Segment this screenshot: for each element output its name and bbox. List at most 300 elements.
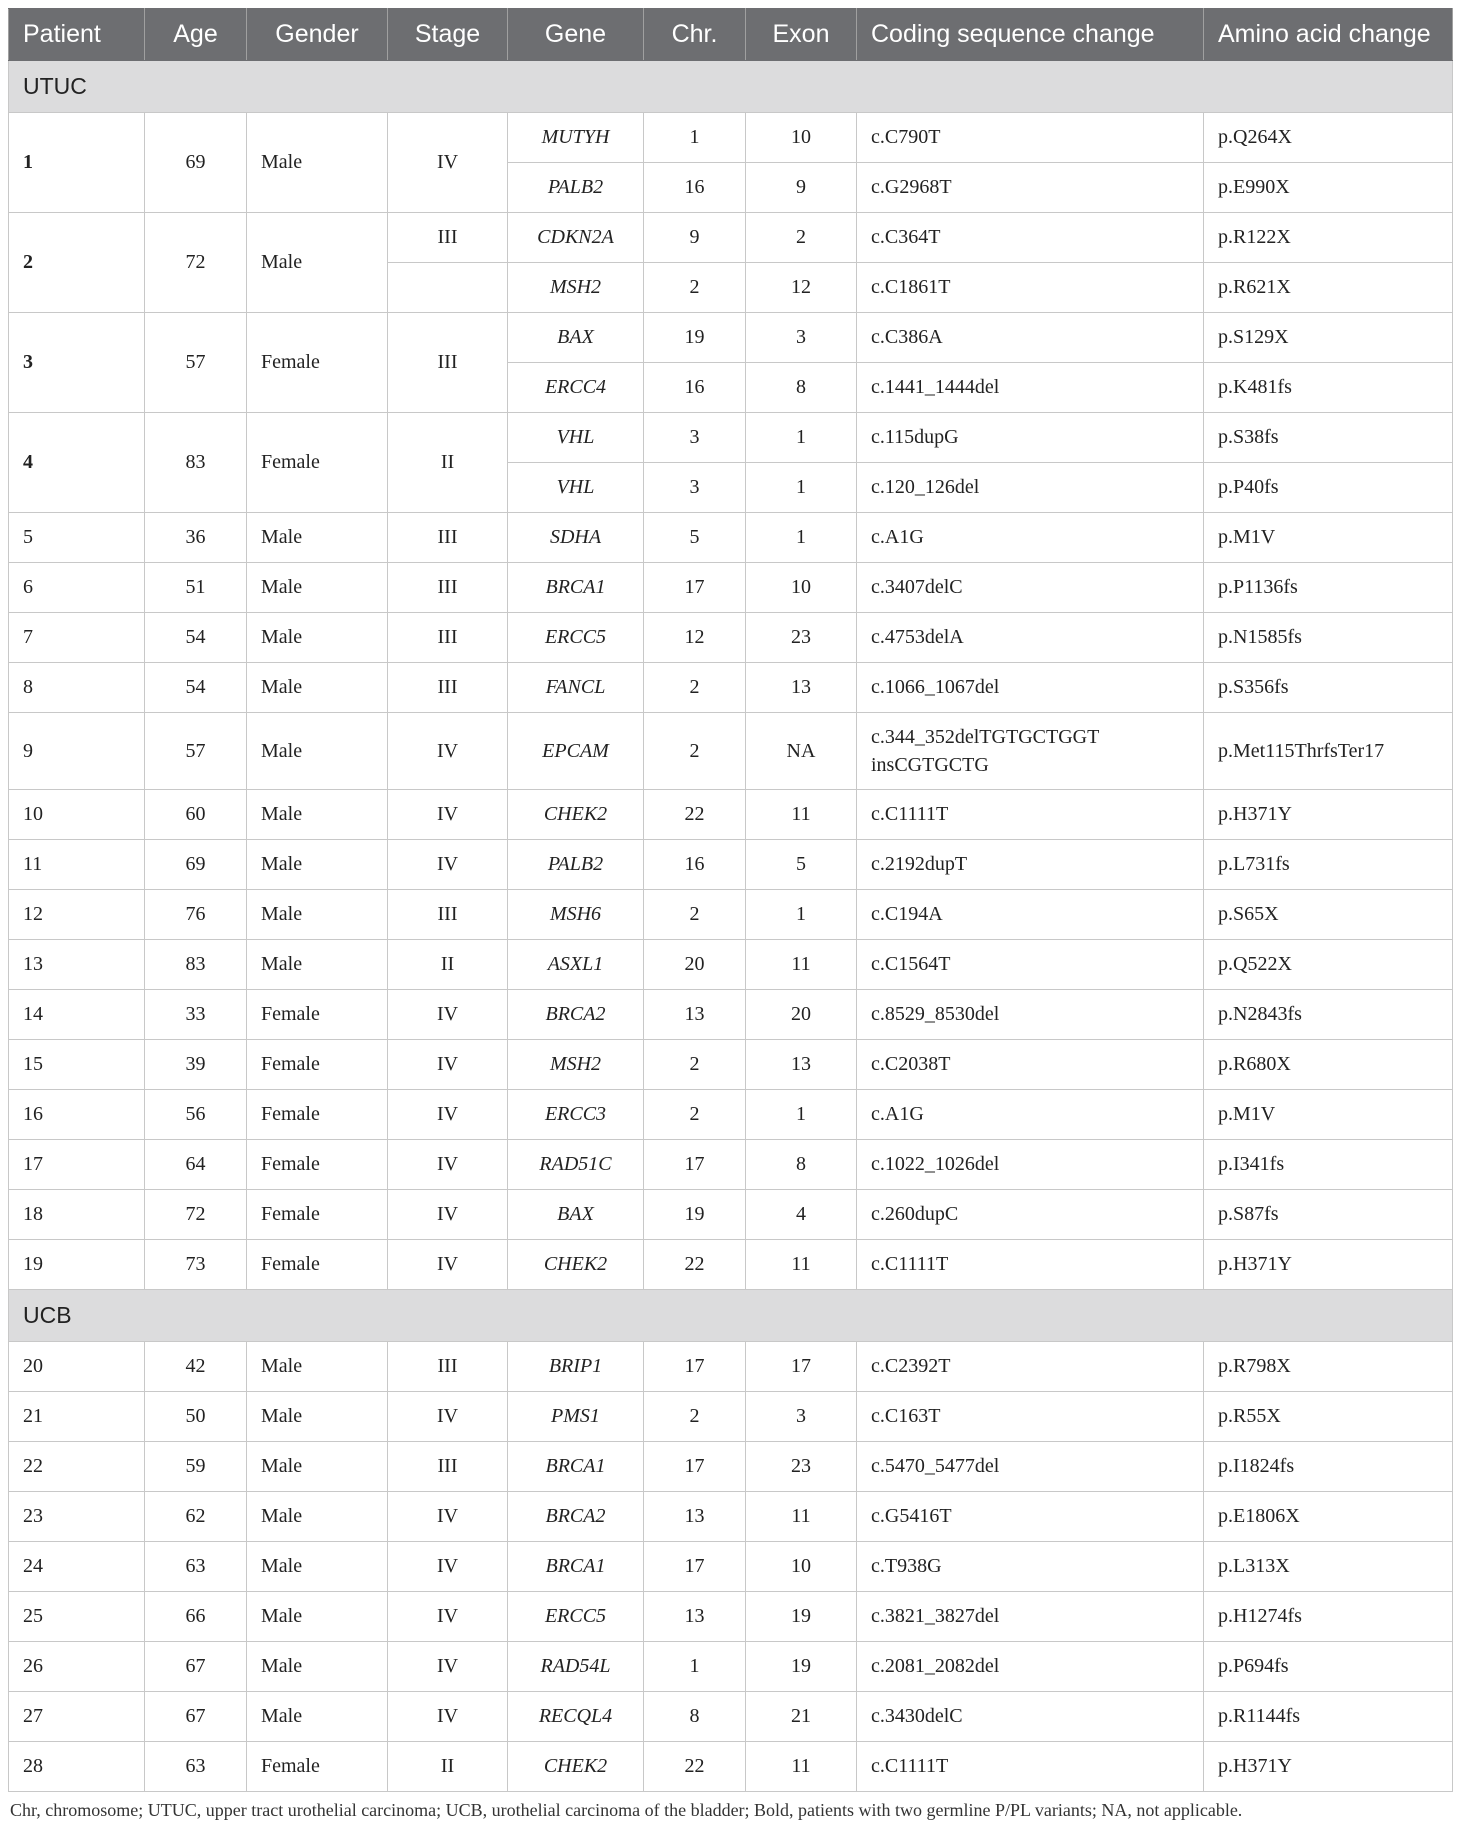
table-row [9, 1742, 1453, 1792]
patient-cell: 17 [9, 1140, 145, 1190]
amino-change-cell: p.E990X [1204, 163, 1453, 213]
stage-cell: IV [388, 1040, 508, 1090]
gender-cell: Male [247, 1542, 388, 1592]
gender-cell: Female [247, 990, 388, 1040]
coding-change-cell: c.120_126del [857, 463, 1204, 513]
gene-cell: ERCC4 [508, 363, 644, 413]
stage-cell: IV [388, 1090, 508, 1140]
age-cell: 66 [145, 1592, 247, 1642]
patient-cell: 10 [9, 790, 145, 840]
age-cell: 54 [145, 613, 247, 663]
stage-cell: IV [388, 990, 508, 1040]
exon-cell: 11 [746, 790, 857, 840]
table-row [9, 990, 1453, 1040]
stage-cell: III [388, 1342, 508, 1392]
age-cell: 67 [145, 1692, 247, 1742]
exon-cell: 17 [746, 1342, 857, 1392]
age-cell: 54 [145, 663, 247, 713]
patient-cell: 26 [9, 1642, 145, 1692]
chr-cell: 2 [644, 663, 746, 713]
patient-cell: 25 [9, 1592, 145, 1642]
chr-cell: 3 [644, 463, 746, 513]
age-cell: 33 [145, 990, 247, 1040]
gene-cell: MUTYH [508, 113, 644, 163]
exon-cell: NA [746, 713, 857, 790]
amino-change-cell: p.I1824fs [1204, 1442, 1453, 1492]
patient-cell: 3 [9, 313, 145, 413]
gene-cell: MSH2 [508, 1040, 644, 1090]
header-coding-change: Coding sequence change [857, 9, 1204, 61]
chr-cell: 1 [644, 1642, 746, 1692]
patient-cell: 11 [9, 840, 145, 890]
amino-change-cell: p.S129X [1204, 313, 1453, 363]
group-label: UCB [9, 1290, 1453, 1342]
age-cell: 63 [145, 1542, 247, 1592]
chr-cell: 2 [644, 713, 746, 790]
coding-change-cell: c.C790T [857, 113, 1204, 163]
patient-cell: 2 [9, 213, 145, 313]
gender-cell: Male [247, 1642, 388, 1692]
chr-cell: 17 [644, 1140, 746, 1190]
patient-cell: 27 [9, 1692, 145, 1742]
age-cell: 64 [145, 1140, 247, 1190]
table-row [9, 713, 1453, 790]
gender-cell: Male [247, 1392, 388, 1442]
coding-change-cell: c.C386A [857, 313, 1204, 363]
exon-cell: 23 [746, 1442, 857, 1492]
chr-cell: 2 [644, 1392, 746, 1442]
chr-cell: 19 [644, 1190, 746, 1240]
stage-cell: III [388, 890, 508, 940]
header-patient: Patient [9, 9, 145, 61]
patient-cell: 24 [9, 1542, 145, 1592]
amino-change-cell: p.R122X [1204, 213, 1453, 263]
table-row [9, 513, 1453, 563]
header-amino-change: Amino acid change [1204, 9, 1453, 61]
exon-cell: 20 [746, 990, 857, 1040]
coding-change-cell: c.C1111T [857, 790, 1204, 840]
patient-cell: 5 [9, 513, 145, 563]
table-row [9, 613, 1453, 663]
gender-cell: Male [247, 513, 388, 563]
stage-cell: III [388, 613, 508, 663]
age-cell: 69 [145, 113, 247, 213]
table-row [9, 313, 1453, 363]
exon-cell: 13 [746, 663, 857, 713]
amino-change-cell: p.Q522X [1204, 940, 1453, 990]
gender-cell: Male [247, 1442, 388, 1492]
gene-cell: CHEK2 [508, 1240, 644, 1290]
gene-cell: RAD51C [508, 1140, 644, 1190]
chr-cell: 22 [644, 790, 746, 840]
gene-cell: ASXL1 [508, 940, 644, 990]
patient-cell: 6 [9, 563, 145, 613]
gene-cell: EPCAM [508, 713, 644, 790]
chr-cell: 2 [644, 890, 746, 940]
coding-change-cell: c.1066_1067del [857, 663, 1204, 713]
patient-cell: 19 [9, 1240, 145, 1290]
patient-cell: 8 [9, 663, 145, 713]
table-body [9, 61, 1453, 1792]
amino-change-cell: p.P694fs [1204, 1642, 1453, 1692]
stage-cell: II [388, 413, 508, 513]
amino-change-cell: p.S65X [1204, 890, 1453, 940]
gender-cell: Male [247, 1592, 388, 1642]
amino-change-cell: p.R680X [1204, 1040, 1453, 1090]
gender-cell: Female [247, 1140, 388, 1190]
stage-cell: III [388, 313, 508, 413]
table-row [9, 1040, 1453, 1090]
age-cell: 50 [145, 1392, 247, 1442]
group-label: UTUC [9, 61, 1453, 113]
table-row [9, 840, 1453, 890]
exon-cell: 1 [746, 463, 857, 513]
chr-cell: 13 [644, 990, 746, 1040]
gene-cell: MSH2 [508, 263, 644, 313]
chr-cell: 13 [644, 1592, 746, 1642]
header-row [9, 9, 1453, 61]
gene-cell: ERCC5 [508, 613, 644, 663]
coding-change-cell: c.2192dupT [857, 840, 1204, 890]
coding-change-cell: c.C364T [857, 213, 1204, 263]
table-row [9, 1392, 1453, 1442]
table-footnote: Chr, chromosome; UTUC, upper tract urothelial carcinoma; UCB, urothelial carcinoma of the bladder; Bold, patients with two germline P/PL variants; NA, not applicable. [10, 1800, 1243, 1820]
exon-cell: 8 [746, 1140, 857, 1190]
exon-cell: 3 [746, 313, 857, 363]
gene-cell: PALB2 [508, 840, 644, 890]
exon-cell: 11 [746, 1240, 857, 1290]
age-cell: 51 [145, 563, 247, 613]
coding-change-cell: c.C1111T [857, 1742, 1204, 1792]
gene-cell: ERCC5 [508, 1592, 644, 1642]
coding-change-cell: c.260dupC [857, 1190, 1204, 1240]
coding-change-cell: c.C163T [857, 1392, 1204, 1442]
patient-cell: 4 [9, 413, 145, 513]
exon-cell: 13 [746, 1040, 857, 1090]
table-row [9, 413, 1453, 463]
chr-cell: 22 [644, 1240, 746, 1290]
age-cell: 83 [145, 940, 247, 990]
gender-cell: Female [247, 1040, 388, 1090]
table-row [9, 663, 1453, 713]
gene-cell: BRCA2 [508, 1492, 644, 1542]
exon-cell: 5 [746, 840, 857, 890]
gender-cell: Male [247, 713, 388, 790]
coding-change-cell: c.C1111T [857, 1240, 1204, 1290]
amino-change-cell: p.H371Y [1204, 1240, 1453, 1290]
gender-cell: Female [247, 1742, 388, 1792]
patient-cell: 23 [9, 1492, 145, 1542]
amino-change-cell: p.H1274fs [1204, 1592, 1453, 1642]
gene-cell: VHL [508, 463, 644, 513]
table-row [9, 1190, 1453, 1240]
coding-change-cell: c.115dupG [857, 413, 1204, 463]
exon-cell: 10 [746, 563, 857, 613]
coding-change-cell: c.G5416T [857, 1492, 1204, 1542]
gender-cell: Male [247, 1492, 388, 1542]
table-row [9, 113, 1453, 163]
chr-cell: 2 [644, 1090, 746, 1140]
table-row [9, 1642, 1453, 1692]
coding-change-cell: c.C2038T [857, 1040, 1204, 1090]
amino-change-cell: p.N2843fs [1204, 990, 1453, 1040]
table-row [9, 1442, 1453, 1492]
amino-change-cell: p.R798X [1204, 1342, 1453, 1392]
coding-change-cell: c.1022_1026del [857, 1140, 1204, 1190]
age-cell: 67 [145, 1642, 247, 1692]
amino-change-cell: p.I341fs [1204, 1140, 1453, 1190]
amino-change-cell: p.K481fs [1204, 363, 1453, 413]
coding-change-cell: c.5470_5477del [857, 1442, 1204, 1492]
stage-cell: IV [388, 713, 508, 790]
gender-cell: Male [247, 1692, 388, 1742]
header-gene: Gene [508, 9, 644, 61]
header-age: Age [145, 9, 247, 61]
exon-cell: 1 [746, 890, 857, 940]
table-row [9, 1692, 1453, 1742]
age-cell: 57 [145, 713, 247, 790]
coding-change-cell: c.2081_2082del [857, 1642, 1204, 1692]
chr-cell: 16 [644, 163, 746, 213]
gender-cell: Male [247, 613, 388, 663]
patient-cell: 15 [9, 1040, 145, 1090]
gender-cell: Male [247, 840, 388, 890]
chr-cell: 17 [644, 1542, 746, 1592]
coding-change-line-2: insCGTGCTG [871, 754, 989, 776]
amino-change-cell: p.S356fs [1204, 663, 1453, 713]
gene-cell: CHEK2 [508, 790, 644, 840]
variants-table [8, 8, 1453, 1792]
amino-change-cell: p.P1136fs [1204, 563, 1453, 613]
exon-cell: 19 [746, 1592, 857, 1642]
stage-cell: IV [388, 1392, 508, 1442]
stage-cell: III [388, 663, 508, 713]
gender-cell: Male [247, 1342, 388, 1392]
amino-change-cell: p.M1V [1204, 1090, 1453, 1140]
stage-cell: III [388, 213, 508, 263]
patient-cell: 16 [9, 1090, 145, 1140]
gender-cell: Male [247, 663, 388, 713]
patient-cell: 13 [9, 940, 145, 990]
patient-cell: 28 [9, 1742, 145, 1792]
stage-cell: IV [388, 1140, 508, 1190]
patient-cell: 22 [9, 1442, 145, 1492]
exon-cell: 23 [746, 613, 857, 663]
patient-cell: 18 [9, 1190, 145, 1240]
age-cell: 59 [145, 1442, 247, 1492]
age-cell: 73 [145, 1240, 247, 1290]
stage-cell: III [388, 563, 508, 613]
stage-cell: III [388, 513, 508, 563]
gene-cell: BRCA2 [508, 990, 644, 1040]
chr-cell: 17 [644, 563, 746, 613]
coding-change-cell: c.A1G [857, 513, 1204, 563]
exon-cell: 4 [746, 1190, 857, 1240]
gene-cell: CHEK2 [508, 1742, 644, 1792]
coding-change-cell: c.3407delC [857, 563, 1204, 613]
gene-cell: BRCA1 [508, 563, 644, 613]
coding-change-cell [857, 713, 1204, 790]
amino-change-cell: p.P40fs [1204, 463, 1453, 513]
chr-cell: 22 [644, 1742, 746, 1792]
chr-cell: 19 [644, 313, 746, 363]
amino-change-cell: p.Met115ThrfsTer17 [1204, 713, 1453, 790]
age-cell: 42 [145, 1342, 247, 1392]
exon-cell: 21 [746, 1692, 857, 1742]
patient-cell: 21 [9, 1392, 145, 1442]
age-cell: 72 [145, 213, 247, 313]
gender-cell: Female [247, 313, 388, 413]
stage-cell: IV [388, 1592, 508, 1642]
gene-cell: MSH6 [508, 890, 644, 940]
coding-change-cell: c.C1564T [857, 940, 1204, 990]
chr-cell: 16 [644, 363, 746, 413]
exon-cell: 1 [746, 1090, 857, 1140]
age-cell: 72 [145, 1190, 247, 1240]
coding-change-cell: c.G2968T [857, 163, 1204, 213]
table-row [9, 940, 1453, 990]
gender-cell: Male [247, 890, 388, 940]
table-row [9, 1090, 1453, 1140]
coding-change-cell: c.3821_3827del [857, 1592, 1204, 1642]
amino-change-cell: p.L731fs [1204, 840, 1453, 890]
gender-cell: Female [247, 1090, 388, 1140]
exon-cell: 9 [746, 163, 857, 213]
table-row [9, 1140, 1453, 1190]
amino-change-cell: p.R621X [1204, 263, 1453, 313]
coding-change-cell: c.A1G [857, 1090, 1204, 1140]
coding-change-cell: c.C194A [857, 890, 1204, 940]
stage-cell: IV [388, 1240, 508, 1290]
age-cell: 36 [145, 513, 247, 563]
coding-change-cell: c.1441_1444del [857, 363, 1204, 413]
amino-change-cell: p.M1V [1204, 513, 1453, 563]
exon-cell: 10 [746, 113, 857, 163]
patient-cell: 1 [9, 113, 145, 213]
gene-cell: CDKN2A [508, 213, 644, 263]
amino-change-cell: p.S87fs [1204, 1190, 1453, 1240]
table-row [9, 790, 1453, 840]
stage-cell: IV [388, 113, 508, 213]
chr-cell: 2 [644, 263, 746, 313]
gene-cell: PALB2 [508, 163, 644, 213]
chr-cell: 12 [644, 613, 746, 663]
amino-change-cell: p.N1585fs [1204, 613, 1453, 663]
header-chr: Chr. [644, 9, 746, 61]
amino-change-cell: p.Q264X [1204, 113, 1453, 163]
gene-cell: BRCA1 [508, 1542, 644, 1592]
amino-change-cell: p.L313X [1204, 1542, 1453, 1592]
stage-cell: IV [388, 1542, 508, 1592]
coding-change-cell: c.8529_8530del [857, 990, 1204, 1040]
age-cell: 63 [145, 1742, 247, 1792]
age-cell: 69 [145, 840, 247, 890]
amino-change-cell: p.E1806X [1204, 1492, 1453, 1542]
patient-cell: 9 [9, 713, 145, 790]
amino-change-cell: p.H371Y [1204, 1742, 1453, 1792]
chr-cell: 13 [644, 1492, 746, 1542]
coding-change-cell: c.C2392T [857, 1342, 1204, 1392]
age-cell: 57 [145, 313, 247, 413]
gender-cell: Male [247, 790, 388, 840]
gene-cell: ERCC3 [508, 1090, 644, 1140]
chr-cell: 9 [644, 213, 746, 263]
gene-cell: RECQL4 [508, 1692, 644, 1742]
stage-cell: IV [388, 1642, 508, 1692]
gender-cell: Female [247, 413, 388, 513]
chr-cell: 5 [644, 513, 746, 563]
gene-cell: SDHA [508, 513, 644, 563]
stage-cell: IV [388, 1492, 508, 1542]
exon-cell: 8 [746, 363, 857, 413]
table-row [9, 890, 1453, 940]
coding-change-cell: c.4753delA [857, 613, 1204, 663]
coding-change-cell: c.3430delC [857, 1692, 1204, 1742]
table-row [9, 1492, 1453, 1542]
amino-change-cell: p.R55X [1204, 1392, 1453, 1442]
chr-cell: 20 [644, 940, 746, 990]
group-row [9, 1290, 1453, 1342]
age-cell: 76 [145, 890, 247, 940]
patient-cell: 12 [9, 890, 145, 940]
coding-change-line-1: c.344_352delTGTGCTGGT [871, 726, 1100, 748]
table-row [9, 213, 1453, 263]
patient-cell: 20 [9, 1342, 145, 1392]
header-gender: Gender [247, 9, 388, 61]
amino-change-cell: p.H371Y [1204, 790, 1453, 840]
exon-cell: 11 [746, 940, 857, 990]
table-container [8, 8, 1452, 1821]
exon-cell: 11 [746, 1492, 857, 1542]
header-stage: Stage [388, 9, 508, 61]
age-cell: 60 [145, 790, 247, 840]
stage-cell [388, 263, 508, 313]
gene-cell: VHL [508, 413, 644, 463]
stage-cell: IV [388, 1692, 508, 1742]
exon-cell: 1 [746, 413, 857, 463]
amino-change-cell: p.S38fs [1204, 413, 1453, 463]
table-row [9, 1240, 1453, 1290]
gene-cell: BAX [508, 1190, 644, 1240]
exon-cell: 11 [746, 1742, 857, 1792]
table-row [9, 1542, 1453, 1592]
chr-cell: 17 [644, 1442, 746, 1492]
gender-cell: Male [247, 113, 388, 213]
gender-cell: Male [247, 213, 388, 313]
group-row [9, 61, 1453, 113]
gene-cell: BAX [508, 313, 644, 363]
exon-cell: 3 [746, 1392, 857, 1442]
chr-cell: 3 [644, 413, 746, 463]
gender-cell: Male [247, 563, 388, 613]
stage-cell: IV [388, 790, 508, 840]
patient-cell: 7 [9, 613, 145, 663]
coding-change-cell: c.T938G [857, 1542, 1204, 1592]
chr-cell: 8 [644, 1692, 746, 1742]
chr-cell: 17 [644, 1342, 746, 1392]
stage-cell: IV [388, 1190, 508, 1240]
table-row [9, 563, 1453, 613]
header-exon: Exon [746, 9, 857, 61]
chr-cell: 16 [644, 840, 746, 890]
gene-cell: PMS1 [508, 1392, 644, 1442]
age-cell: 62 [145, 1492, 247, 1542]
gene-cell: BRIP1 [508, 1342, 644, 1392]
gender-cell: Female [247, 1190, 388, 1240]
gene-cell: BRCA1 [508, 1442, 644, 1492]
stage-cell: II [388, 1742, 508, 1792]
stage-cell: III [388, 1442, 508, 1492]
